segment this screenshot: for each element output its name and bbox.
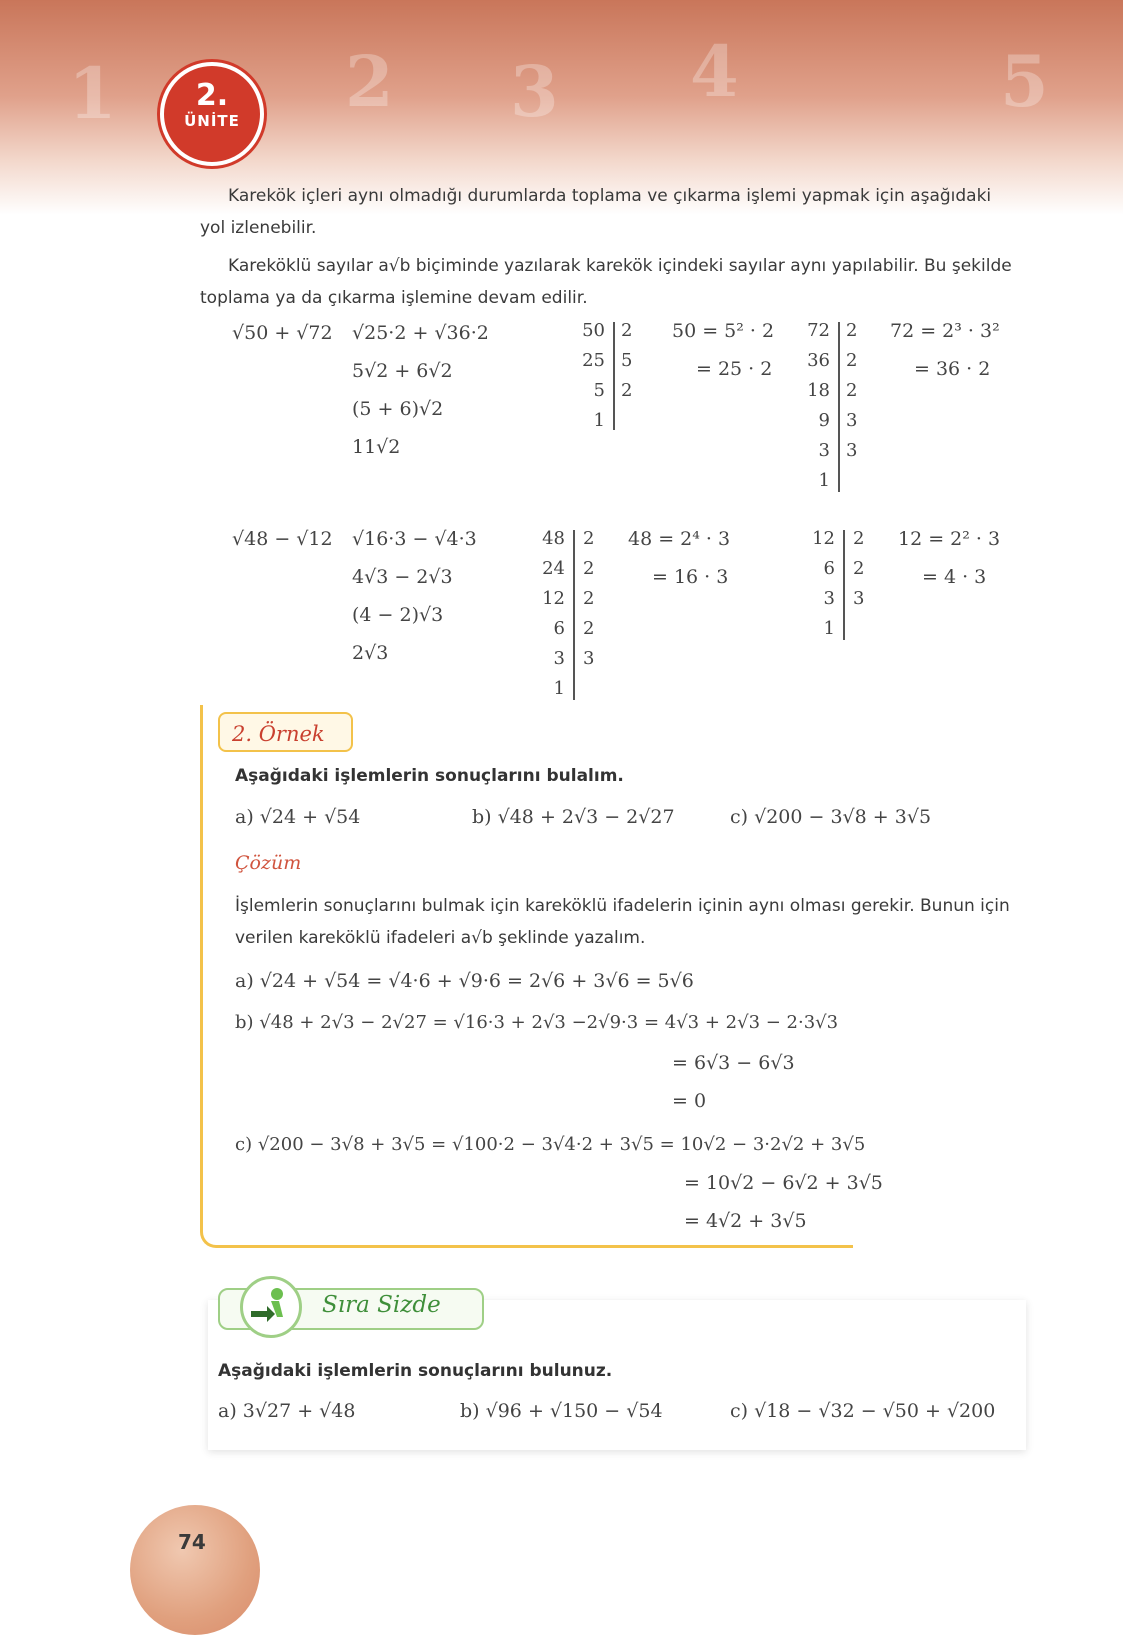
- factor-left: 48: [542, 528, 565, 549]
- factor-right: 5: [621, 350, 633, 371]
- factor-left: 9: [818, 410, 830, 431]
- factor-12-result-1: 12 = 2² · 3: [898, 528, 1001, 550]
- factor-left: 50: [582, 320, 605, 341]
- factor-right: 2: [583, 528, 595, 549]
- solution-c-1: c) √200 − 3√8 + 3√5 = √100·2 − 3√4·2 + 3√5 = 10√2 − 3·2√2 + 3√5: [235, 1134, 866, 1155]
- factor-50-result-2: = 25 · 2: [696, 358, 773, 380]
- factor-left: 1: [593, 410, 605, 431]
- solution-text-1: İşlemlerin sonuçlarını bulmak için kareköklü ifadelerin içinin aynı olması gerekir. Bunun için: [235, 896, 1010, 916]
- unit-badge: [160, 62, 264, 166]
- factor-left: 5: [593, 380, 605, 401]
- factor-left: 3: [818, 440, 830, 461]
- exercise-item-a: a) 3√27 + √48: [218, 1400, 356, 1422]
- solution-c-3: = 4√2 + 3√5: [684, 1210, 807, 1232]
- factor-left: 36: [807, 350, 830, 371]
- intro-line-3: Kareköklü sayılar a√b biçiminde yazılarak karekök içindeki sayılar aynı yapılabilir. Bu şekilde: [228, 256, 1012, 276]
- bg-digit: 2: [345, 40, 394, 123]
- factor-left: 3: [823, 588, 835, 609]
- solution-c-2: = 10√2 − 6√2 + 3√5: [684, 1172, 883, 1194]
- sub-step-4: 2√3: [352, 642, 389, 664]
- bg-digit: 3: [510, 50, 559, 133]
- factor-12-result-2: = 4 · 3: [922, 566, 987, 588]
- factor-right: 2: [853, 528, 865, 549]
- intro-line-4: toplama ya da çıkarma işlemine devam edilir.: [200, 288, 588, 308]
- factor-divider: [838, 322, 840, 492]
- solution-a: a) √24 + √54 = √4·6 + √9·6 = 2√6 + 3√6 = 5√6: [235, 970, 694, 992]
- example-item-b: b) √48 + 2√3 − 2√27: [472, 806, 675, 828]
- example-title: 2. Örnek: [218, 712, 353, 752]
- bg-digit: 5: [1000, 40, 1049, 123]
- sub-step-1: √16·3 − √4·3: [352, 528, 477, 550]
- factor-left: 1: [823, 618, 835, 639]
- factor-right: 3: [583, 648, 595, 669]
- factor-divider: [573, 530, 575, 700]
- intro-line-1: Karekök içleri aynı olmadığı durumlarda toplama ve çıkarma işlemi yapmak için aşağıdaki: [228, 186, 992, 206]
- add-step-2: 5√2 + 6√2: [352, 360, 453, 382]
- factor-right: 2: [853, 558, 865, 579]
- solution-b-3: = 0: [672, 1090, 707, 1112]
- exercise-title: Sıra Sizde: [322, 1292, 441, 1318]
- add-step-1: √25·2 + √36·2: [352, 322, 489, 344]
- factor-right: 2: [583, 618, 595, 639]
- example-item-a: a) √24 + √54: [235, 806, 361, 828]
- factor-50-result-1: 50 = 5² · 2: [672, 320, 775, 342]
- factor-left: 12: [542, 588, 565, 609]
- solution-b-2: = 6√3 − 6√3: [672, 1052, 795, 1074]
- example-instruction: Aşağıdaki işlemlerin sonuçlarını bulalım.: [235, 766, 624, 786]
- factor-right: 2: [621, 380, 633, 401]
- factor-left: 25: [582, 350, 605, 371]
- factor-72-result-2: = 36 · 2: [914, 358, 991, 380]
- bg-digit: 1: [68, 52, 117, 135]
- bg-digit: 4: [690, 30, 739, 113]
- sub-step-2: 4√3 − 2√3: [352, 566, 453, 588]
- exercise-item-c: c) √18 − √32 − √50 + √200: [730, 1400, 996, 1422]
- factor-left: 18: [807, 380, 830, 401]
- unit-label: ÜNİTE: [184, 112, 240, 130]
- add-expression: √50 + √72: [232, 322, 333, 344]
- factor-right: 3: [846, 440, 858, 461]
- add-step-3: (5 + 6)√2: [352, 398, 444, 420]
- exercise-item-b: b) √96 + √150 − √54: [460, 1400, 663, 1422]
- factor-left: 6: [823, 558, 835, 579]
- factor-left: 1: [553, 678, 565, 699]
- solution-text-2: verilen kareköklü ifadeleri a√b şeklinde yazalım.: [235, 928, 646, 948]
- factor-right: 2: [621, 320, 633, 341]
- factor-right: 3: [846, 410, 858, 431]
- factor-divider: [613, 322, 615, 430]
- factor-right: 2: [846, 320, 858, 341]
- factor-48-result-2: = 16 · 3: [652, 566, 729, 588]
- factor-right: 2: [583, 588, 595, 609]
- factor-left: 24: [542, 558, 565, 579]
- factor-72-result-1: 72 = 2³ · 3²: [890, 320, 1000, 342]
- factor-left: 1: [818, 470, 830, 491]
- factor-left: 3: [553, 648, 565, 669]
- example-item-c: c) √200 − 3√8 + 3√5: [730, 806, 932, 828]
- sub-expression: √48 − √12: [232, 528, 333, 550]
- intro-line-2: yol izlenebilir.: [200, 218, 317, 238]
- exercise-instruction: Aşağıdaki işlemlerin sonuçlarını bulunuz.: [218, 1361, 613, 1381]
- person-arrow-icon: [240, 1276, 302, 1338]
- factor-right: 2: [583, 558, 595, 579]
- factor-left: 72: [807, 320, 830, 341]
- page-number: 74: [178, 1530, 206, 1554]
- solution-b-1: b) √48 + 2√3 − 2√27 = √16·3 + 2√3 −2√9·3 = 4√3 + 2√3 − 2·3√3: [235, 1012, 839, 1033]
- factor-48-result-1: 48 = 2⁴ · 3: [628, 528, 731, 550]
- factor-left: 6: [553, 618, 565, 639]
- factor-divider: [843, 530, 845, 640]
- sub-step-3: (4 − 2)√3: [352, 604, 444, 626]
- factor-right: 3: [853, 588, 865, 609]
- factor-right: 2: [846, 380, 858, 401]
- add-step-4: 11√2: [352, 436, 401, 458]
- factor-right: 2: [846, 350, 858, 371]
- unit-number: 2.: [195, 78, 229, 113]
- page-number-badge: [130, 1505, 260, 1635]
- factor-left: 12: [812, 528, 835, 549]
- solution-label: Çözüm: [235, 852, 302, 874]
